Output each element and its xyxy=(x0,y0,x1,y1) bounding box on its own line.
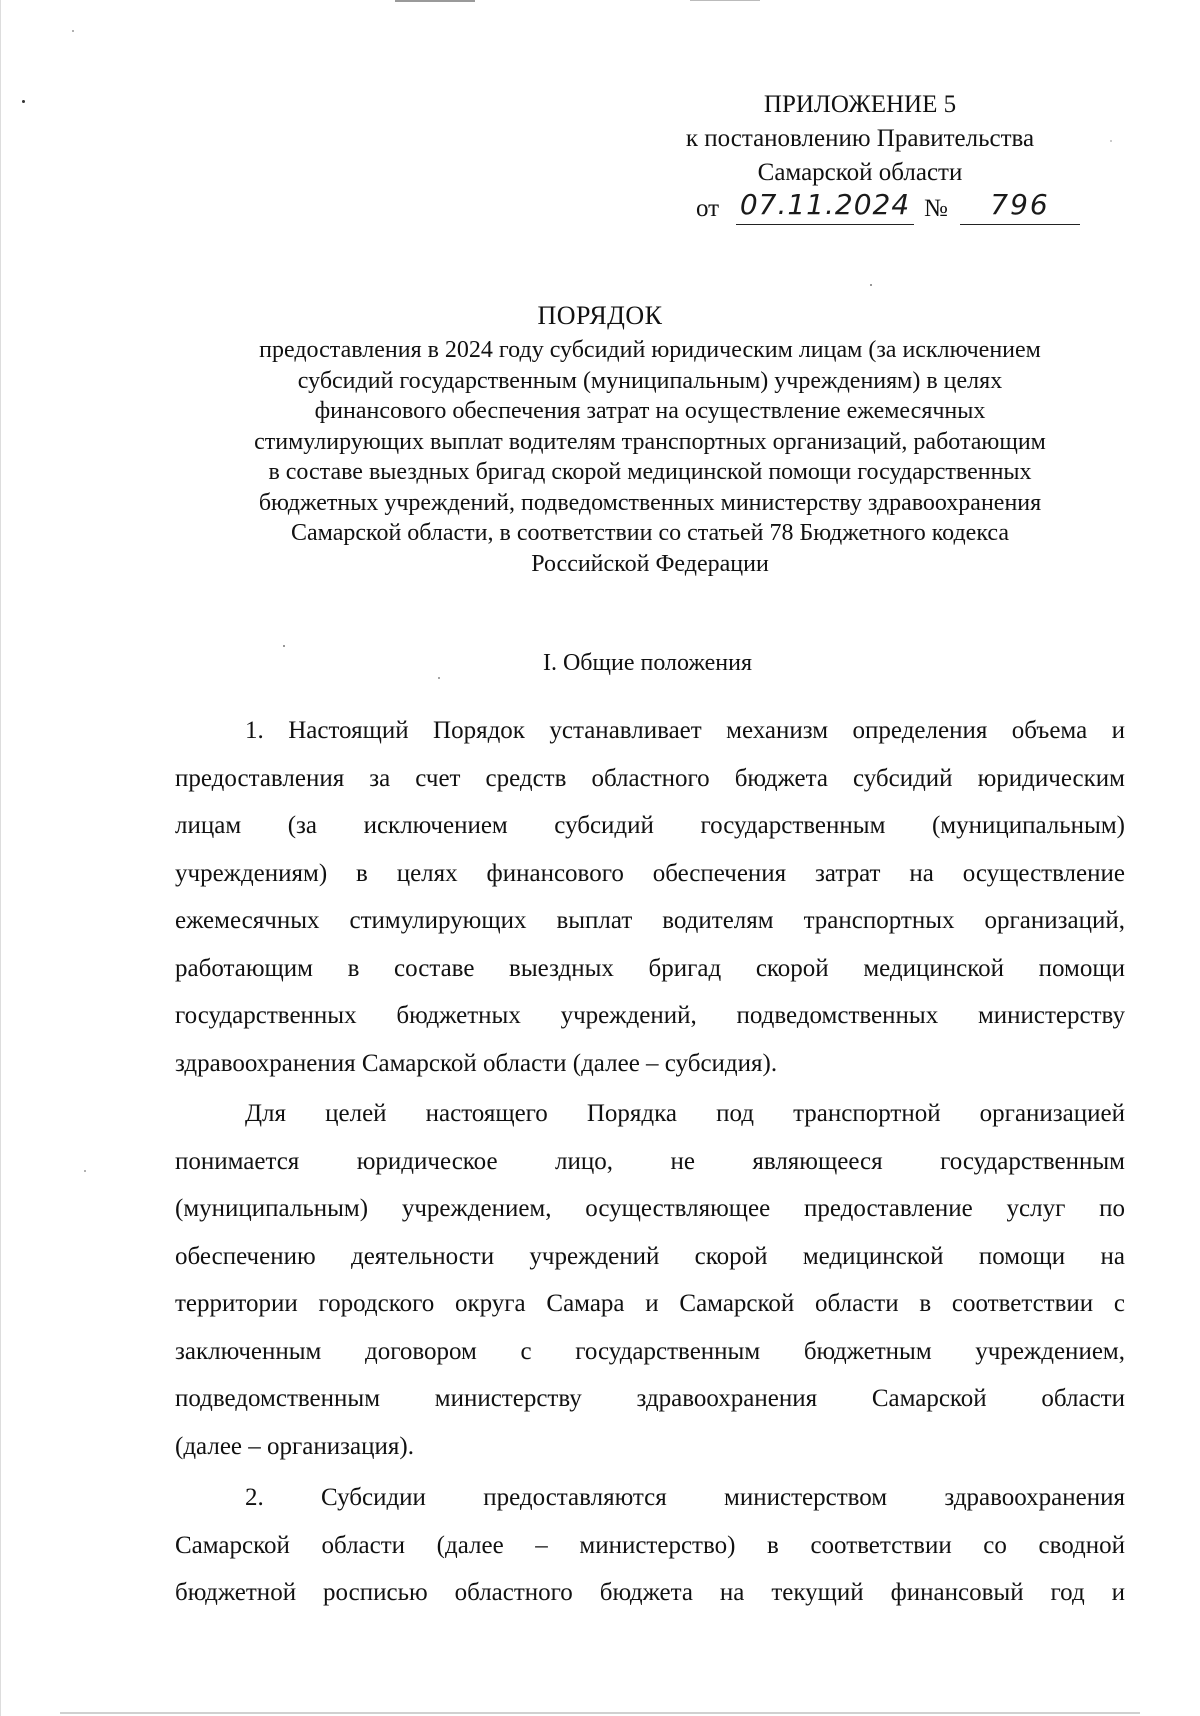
scan-speck xyxy=(22,100,25,103)
handwritten-number: 796 xyxy=(960,186,1080,225)
handwritten-date: 07.11.2024 xyxy=(736,186,914,225)
number-sign-label: № xyxy=(924,195,948,222)
paragraph-line: 1. Настоящий Порядок устанавливает механизм определения объема и xyxy=(245,717,1125,744)
order-subtitle xyxy=(170,335,1130,579)
subtitle-line: Российской Федерации xyxy=(531,550,769,577)
scan-speck xyxy=(72,30,74,32)
subtitle-line: финансового обеспечения затрат на осуществление ежемесячных xyxy=(314,398,986,424)
paragraph-line: понимается юридическое лицо, не являющееся государственным xyxy=(175,1147,1125,1175)
paragraph-line: Для целей настоящего Порядка под транспортной организацией xyxy=(245,1100,1125,1127)
paragraph-line: территории городского округа Самара и Самарской области в соответствии с xyxy=(175,1290,1125,1317)
section-heading: I. Общие положения xyxy=(542,650,753,676)
scan-edge-mark-bottom xyxy=(60,1712,1140,1714)
subtitle-line: стимулирующих выплат водителям транспортных организаций, работающим xyxy=(254,428,1046,455)
appendix-title: ПРИЛОЖЕНИЕ 5 xyxy=(763,91,957,118)
paragraph-line: ежемесячных стимулирующих выплат водителям транспортных организаций, xyxy=(175,907,1125,934)
paragraph-line: государственных бюджетных учреждений, подведомственных министерству xyxy=(175,1002,1125,1029)
appendix-resolution-line: к постановлению Правительства xyxy=(685,125,1035,152)
subtitle-line: Самарской области, в соответствии со статьей 78 Бюджетного кодекса xyxy=(291,520,1009,546)
paragraph-line: предоставления за счет средств областного бюджета субсидий юридическим xyxy=(175,764,1125,792)
appendix-region-line: Самарской области xyxy=(757,159,963,186)
subtitle-line: предоставления в 2024 году субсидий юридическим лицам (за исключением xyxy=(259,337,1041,363)
scan-edge-mark-topright xyxy=(690,0,760,1)
paragraph-line: здравоохранения Самарской области (далее – субсидия). xyxy=(175,1049,778,1077)
paragraph-line: 2. Субсидии предоставляются министерством здравоохранения xyxy=(245,1484,1125,1511)
paragraph-line: учреждениям) в целях финансового обеспечения затрат на осуществление xyxy=(175,859,1125,887)
paragraph-line: обеспечению деятельности учреждений скорой медицинской помощи на xyxy=(175,1242,1125,1270)
paragraph-line: подведомственным министерству здравоохранения Самарской области xyxy=(175,1385,1125,1412)
subtitle-line: субсидий государственным (муниципальным) учреждениям) в целях xyxy=(297,367,1003,394)
from-label: от xyxy=(696,195,720,222)
paragraph-3 xyxy=(175,1474,1125,1617)
subtitle-line: в составе выездных бригад скорой медицинской помощи государственных xyxy=(268,459,1032,485)
paragraph-line: Самарской области (далее – министерство) в соответствии со сводной xyxy=(175,1531,1125,1559)
paragraph-1 xyxy=(175,707,1125,1087)
scan-edge-mark-left xyxy=(0,0,1,1716)
scan-speck xyxy=(283,645,285,647)
appendix-header xyxy=(600,88,1120,232)
paragraph-line: заключенным договором с государственным бюджетным учреждением, xyxy=(175,1337,1125,1365)
paragraph-line: лицам (за исключением субсидий государственным (муниципальным) xyxy=(175,812,1125,839)
paragraph-line: бюджетной росписью областного бюджета на текущий финансовый год и xyxy=(175,1579,1125,1606)
paragraph-2 xyxy=(175,1090,1125,1470)
paragraph-line: (муниципальным) учреждением, осуществляющее предоставление услуг по xyxy=(175,1195,1125,1222)
scan-speck xyxy=(84,1170,86,1172)
subtitle-line: бюджетных учреждений, подведомственных министерству здравоохранения xyxy=(258,489,1042,516)
appendix-date-number-row xyxy=(600,188,1120,232)
scan-speck xyxy=(870,284,872,286)
scan-edge-mark-top xyxy=(395,0,475,2)
order-title: ПОРЯДОК xyxy=(537,301,663,330)
paragraph-line: работающим в составе выездных бригад скорой медицинской помощи xyxy=(175,954,1125,982)
paragraph-line: (далее – организация). xyxy=(175,1432,414,1460)
